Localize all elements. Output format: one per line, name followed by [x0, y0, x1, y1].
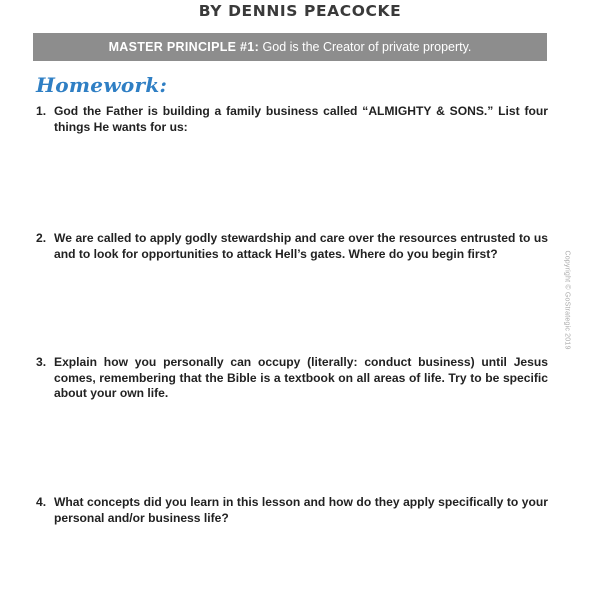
master-principle-banner	[33, 33, 547, 61]
author-byline: BY DENNIS PEACOCKE	[198, 2, 402, 20]
question-text: We are called to apply godly stewardship and care over the resources entrusted to us and to look for opportunities to attack Hell’s gates. Where do you begin first?	[54, 231, 548, 261]
principle-label: MASTER PRINCIPLE #1:	[108, 40, 260, 54]
question-number: 2.	[36, 231, 47, 245]
question-text: What concepts did you learn in this lesson and how do they apply specifically to your personal and/or business life?	[54, 495, 548, 525]
question-number: 3.	[36, 355, 47, 369]
copyright-text: Copyright © GoStrategic 2019	[563, 250, 571, 350]
question-number: 4.	[36, 495, 47, 509]
question-1	[36, 104, 548, 135]
question-text: Explain how you personally can occupy (literally: conduct business) until Jesus comes, remembering that the Bible is a textbook on all areas of life. Try to be specific about your own life.	[54, 355, 548, 400]
question-4	[36, 495, 548, 526]
question-number: 1.	[36, 104, 47, 118]
principle-text: God is the Creator of private property.	[262, 40, 472, 54]
question-text: God the Father is building a family business called “ALMIGHTY & SONS.” List four things He wants for us:	[54, 104, 548, 134]
question-3	[36, 355, 548, 402]
homework-heading: Homework:	[36, 73, 168, 97]
question-2	[36, 231, 548, 262]
